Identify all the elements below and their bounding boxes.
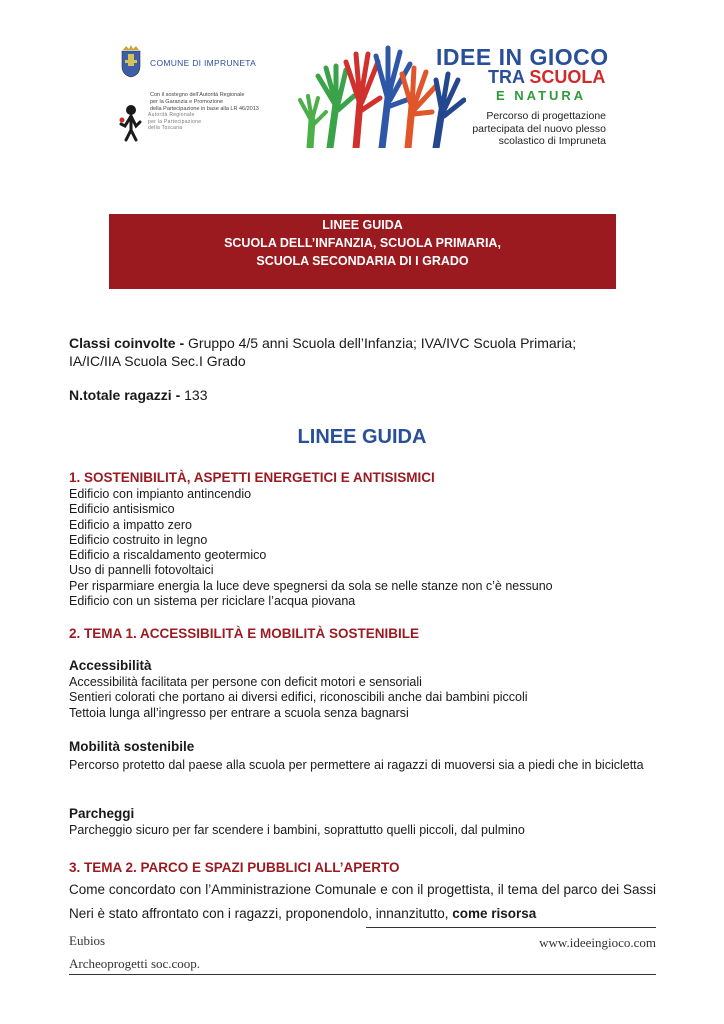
come-risorsa-bold: come risorsa xyxy=(452,906,537,921)
list-item: Accessibilità facilitata per persone con deficit motori e sensoriali xyxy=(69,675,422,689)
accessibilita-list xyxy=(69,675,528,721)
list-item: Edificio antisismico xyxy=(69,502,175,517)
classi-line-1 xyxy=(69,334,576,352)
classi-value-1: Gruppo 4/5 anni Scuola dell’Infanzia; IVA/IVC Scuola Primaria; xyxy=(184,335,577,351)
comune-name: COMUNE DI IMPRUNETA xyxy=(150,58,257,68)
logo-title-idee-in-gioco: IDEE IN GIOCO xyxy=(436,44,609,70)
main-heading: LINEE GUIDA xyxy=(297,426,427,448)
list-item: Edificio con un sistema per riciclare l’acqua piovana xyxy=(69,594,356,609)
mobilita-heading: Mobilità sostenibile xyxy=(69,739,195,754)
list-item: Edificio con impianto antincendio xyxy=(69,487,252,501)
classi-value-2: IA/IC/IIA Scuola Sec.I Grado xyxy=(69,353,246,369)
totale-label: N.totale ragazzi - xyxy=(69,387,181,403)
banner-line-1: LINEE GUIDA xyxy=(322,218,403,232)
section-1-list xyxy=(69,487,553,609)
footer-divider-bottom xyxy=(69,974,656,975)
autorita-text: Autorità Regionale per la Partecipazione della Toscana xyxy=(148,112,202,131)
list-item: Sentieri colorati che portano ai diversi edifici, riconoscibili anche dai bambini piccoli xyxy=(69,690,528,705)
mobilita-text: Percorso protetto dal paese alla scuola per permettere ai ragazzi di muoversi sia a piedi che in bicicletta xyxy=(69,758,644,772)
footer-website: www.ideeingioco.com xyxy=(539,935,656,950)
parcheggi-text: Parcheggio sicuro per far scendere i bambini, soprattutto quelli piccoli, dal pulmino xyxy=(69,823,525,837)
logo-title-e-natura: E NATURA xyxy=(496,88,587,103)
section-1-heading: 1. SOSTENIBILITÀ, ASPETTI ENERGETICI E ANTISISMICI xyxy=(69,470,435,485)
autorita-logo-icon xyxy=(118,104,142,142)
list-item: Edificio a riscaldamento geotermico xyxy=(69,548,267,563)
totale-value: 133 xyxy=(180,387,208,403)
logo-title-tra-scuola: TRA SCUOLA xyxy=(488,67,606,87)
list-item: Per risparmiare energia la luce deve spegnersi da sola se nelle stanze non c’è nessuno xyxy=(69,578,553,593)
list-item: Edificio costruito in legno xyxy=(69,532,208,547)
totale-line xyxy=(69,386,208,404)
footer-divider-top xyxy=(366,927,656,928)
title-banner xyxy=(109,214,616,289)
section-3-heading: 3. TEMA 2. PARCO E SPAZI PUBBLICI ALL’APERTO xyxy=(69,860,400,875)
classi-label: Classi coinvolte - xyxy=(69,335,185,351)
banner-line-3: SCUOLA SECONDARIA DI I GRADO xyxy=(256,254,469,268)
list-item: Edificio a impatto zero xyxy=(69,517,192,532)
parcheggi-heading: Parcheggi xyxy=(69,806,135,821)
section-2-heading: 2. TEMA 1. ACCESSIBILITÀ E MOBILITÀ SOSTENIBILE xyxy=(69,626,420,641)
section-3-paragraph: Come concordato con l’Amministrazione Comunale e con il progettista, il tema del parco dei Sassi Neri è stato affrontato con i ragazzi, proponendolo, innanzitutto, come risorsa xyxy=(69,882,656,921)
list-item: Tettoia lunga all’ingresso per entrare a scuola senza bagnarsi xyxy=(69,705,409,720)
sostegno-text: Con il sostegno dell’Autorità Regionale per la Garanzia e Promozione della Partecipazione in base alla LR 46/2013 xyxy=(150,92,259,112)
comune-crest-icon xyxy=(120,44,142,78)
banner-line-2: SCUOLA DELL’INFANZIA, SCUOLA PRIMARIA, xyxy=(224,236,501,250)
footer-eubios: Eubios xyxy=(69,933,106,948)
logo-subtitle: Percorso di progettazione partecipata del nuovo plesso scolastico di Impruneta xyxy=(472,110,606,147)
footer-archeoprogetti: Archeoprogetti soc.coop. xyxy=(69,956,201,971)
accessibilita-heading: Accessibilità xyxy=(69,658,152,673)
list-item: Uso di pannelli fotovoltaici xyxy=(69,563,214,578)
